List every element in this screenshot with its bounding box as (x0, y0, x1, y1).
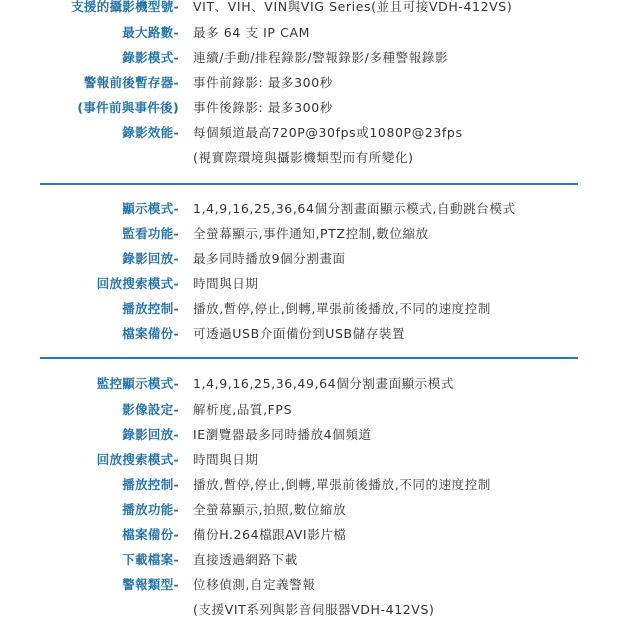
spec-value: 解析度,品質,FPS (193, 402, 293, 417)
spec-label: 顯示模式- (122, 201, 179, 216)
spec-row (0, 323, 620, 345)
spec-value: 時間與日期 (193, 276, 259, 291)
spec-row (0, 449, 620, 471)
spec-row (0, 223, 620, 245)
spec-row (0, 248, 620, 270)
spec-label: 下載檔案- (122, 552, 179, 567)
spec-value: 全螢幕顯示,事件通知,PTZ控制,數位縮放 (193, 226, 429, 241)
spec-value: 事件前錄影: 最多300秒 (193, 75, 333, 90)
spec-row (0, 72, 620, 94)
spec-label: 支援的攝影機型號- (71, 0, 179, 14)
spec-label: 檔案備份- (122, 527, 179, 542)
spec-value: 每個頻道最高720P@30fps或1080P@23fps (193, 125, 463, 140)
spec-row (0, 373, 620, 395)
spec-label: 播放功能- (122, 502, 179, 517)
spec-value: 最多 64 支 IP CAM (193, 25, 310, 40)
spec-row (0, 47, 620, 69)
spec-row (0, 298, 620, 320)
spec-row (0, 0, 620, 18)
spec-value: 連續/手動/排程錄影/警報錄影/多種警報錄影 (193, 50, 449, 65)
spec-row (0, 147, 620, 169)
spec-label: 警報類型- (122, 577, 179, 592)
spec-value: 全螢幕顯示,拍照,數位縮放 (193, 502, 347, 517)
spec-value: 可透過USB介面備份到USB儲存裝置 (193, 326, 406, 341)
spec-row (0, 399, 620, 421)
spec-label: 監看功能- (122, 226, 179, 241)
spec-row (0, 273, 620, 295)
section-divider (40, 357, 578, 359)
spec-row (0, 22, 620, 44)
spec-value: 位移偵測,自定義警報 (193, 577, 316, 592)
spec-label: 影像設定- (122, 402, 179, 417)
spec-value: (視實際環境與攝影機類型而有所變化) (193, 150, 414, 165)
spec-row (0, 574, 620, 596)
spec-value: 1,4,9,16,25,36,64個分割畫面顯示模式,自動跳台模式 (193, 201, 516, 216)
spec-value: 事件後錄影: 最多300秒 (193, 100, 333, 115)
spec-label: 警報前後暫存器- (83, 75, 179, 90)
spec-row (0, 524, 620, 546)
spec-label: 錄影回放- (122, 251, 179, 266)
spec-value: 最多同時播放9個分割畫面 (193, 251, 346, 266)
spec-row (0, 198, 620, 220)
spec-label: 播放控制- (122, 301, 179, 316)
spec-value: 播放,暫停,停止,倒轉,單張前後播放,不同的速度控制 (193, 301, 491, 316)
spec-row (0, 122, 620, 144)
spec-value: IE瀏覽器最多同時播放4個頻道 (193, 427, 372, 442)
spec-label: 回放搜索模式- (96, 452, 179, 467)
spec-value: 1,4,9,16,25,36,49,64個分割畫面顯示模式 (193, 376, 455, 391)
spec-row (0, 499, 620, 521)
section-divider (40, 183, 578, 185)
spec-label: 檔案備份- (122, 326, 179, 341)
spec-row (0, 474, 620, 496)
spec-label: 播放控制- (122, 477, 179, 492)
spec-label: 最大路數- (122, 25, 179, 40)
spec-value: 播放,暫停,停止,倒轉,單張前後播放,不同的速度控制 (193, 477, 491, 492)
spec-row (0, 424, 620, 446)
spec-label: 錄影效能- (122, 125, 179, 140)
spec-row (0, 549, 620, 571)
spec-value: (支援VIT系列與影音伺服器VDH-412VS) (193, 602, 435, 617)
spec-value: 直接透過網路下載 (193, 552, 298, 567)
spec-value: VIT、VIH、VIN與VIG Series(並且可接VDH-412VS) (193, 0, 513, 14)
spec-value: 時間與日期 (193, 452, 259, 467)
spec-row (0, 97, 620, 119)
spec-label: 錄影回放- (122, 427, 179, 442)
spec-row (0, 599, 620, 621)
spec-value: 備份H.264檔跟AVI影片檔 (193, 527, 347, 542)
spec-label: 回放搜索模式- (96, 276, 179, 291)
spec-label: 監控顯示模式- (96, 376, 179, 391)
spec-label: 錄影模式- (122, 50, 179, 65)
spec-label: (事件前與事件後) (77, 100, 179, 115)
